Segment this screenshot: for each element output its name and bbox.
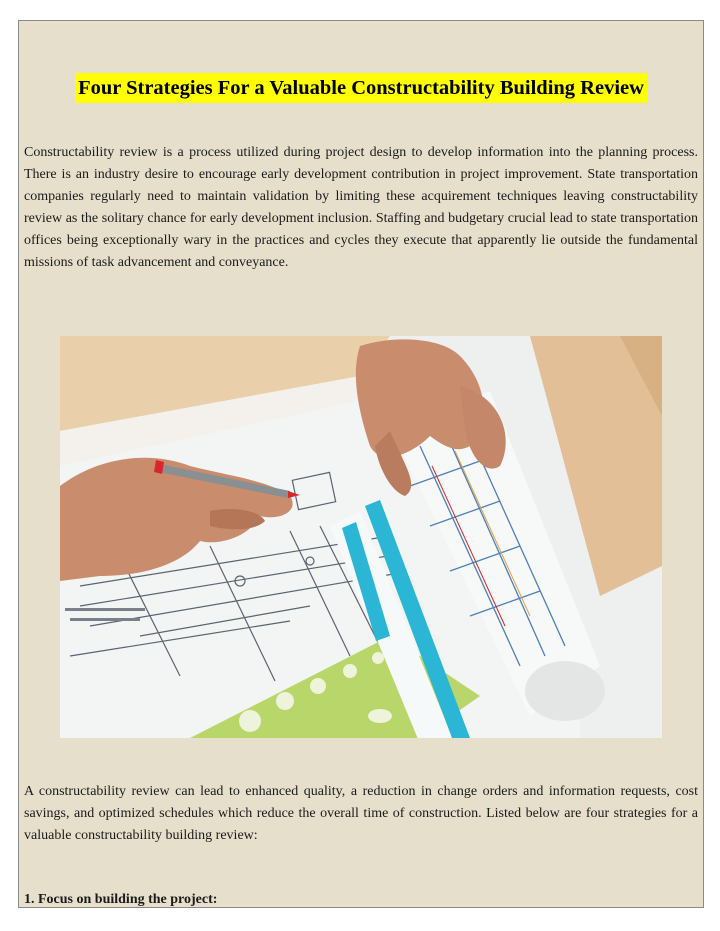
body-paragraph: A constructability review can lead to enhanced quality, a reduction in change orders and information requests, cost savings, and optimized schedules which reduce the overall time of construction. Listed below are four strategies for a valuable constructability building review: — [24, 784, 698, 843]
blueprint-photo — [60, 336, 662, 738]
page-title: Four Strategies For a Valuable Constructability Building Review — [75, 73, 647, 103]
title-container — [19, 73, 703, 103]
intro-paragraph: Constructability review is a process utilized during project design to develop information into the planning process. There is an industry desire to encourage early development contribution in project improvement. State transportation companies regularly need to maintain validation by limiting these acquirement techniques leaving constructability review as the solitary chance for early development inclusion. Staffing and budgetary crucial lead to state transportation offices being exceptionally wary in the practices and cycles they execute that apparently lie outside the fundamental missions of task advancement and conveyance. — [24, 145, 698, 270]
section-heading: 1. Focus on building the project: — [24, 892, 218, 907]
document-page — [18, 20, 704, 908]
